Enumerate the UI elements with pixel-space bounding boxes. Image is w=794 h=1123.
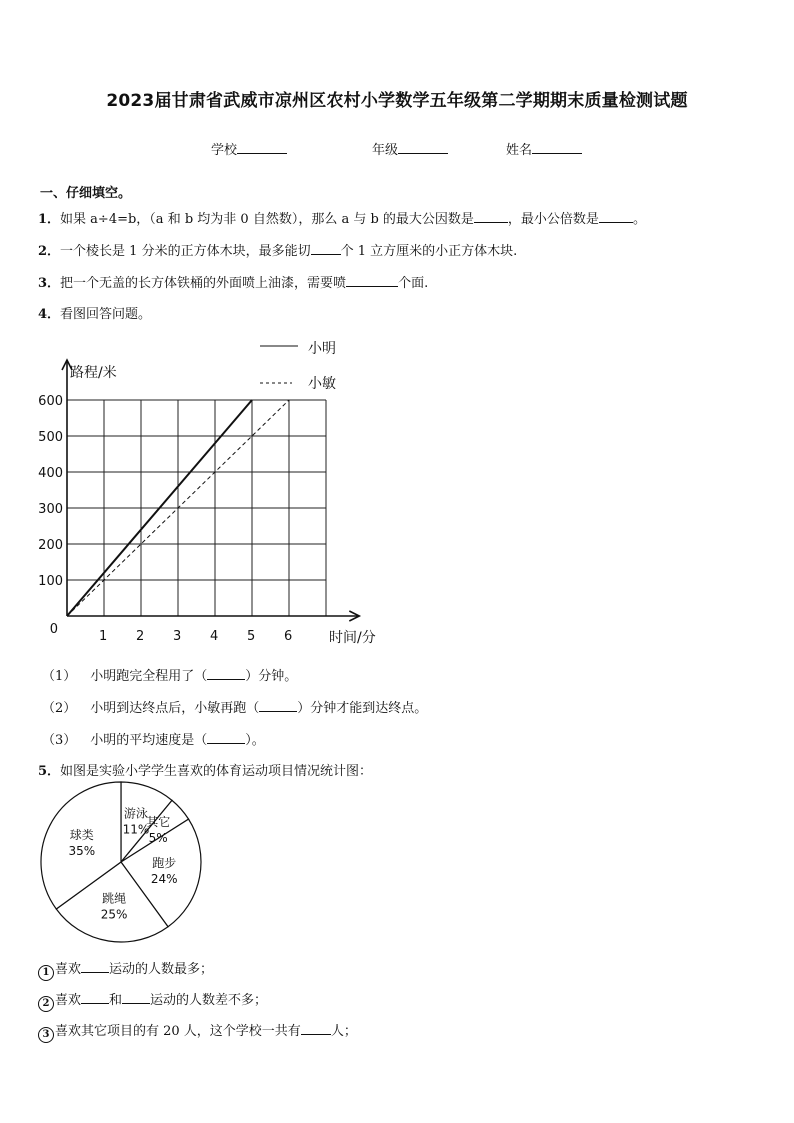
chart-legend	[260, 341, 336, 392]
q5-1-answer[interactable]	[81, 958, 109, 973]
legend-label: 小敏	[308, 376, 336, 392]
pie-label: 其它	[146, 815, 171, 830]
q4-3-answer[interactable]	[207, 729, 245, 744]
y-tick-label: 600	[38, 394, 63, 409]
question-5-3: 3 喜欢其它项目的有 20 人，这个学校一共有 人；	[38, 1020, 357, 1043]
question-4-3: （3） 小明的平均速度是（ ）。	[42, 729, 265, 748]
y-tick-label: 100	[38, 574, 63, 589]
pie-label: 跳绳	[102, 891, 127, 906]
q5-2-answer-b[interactable]	[122, 989, 150, 1004]
q1-answer-gcd[interactable]	[474, 208, 508, 223]
question-5: 5．如图是实验小学学生喜欢的体育运动项目情况统计图：	[38, 764, 373, 779]
q4-2-answer[interactable]	[259, 697, 297, 712]
pie-value-label: 5%	[148, 831, 168, 846]
section-heading: 一、仔细填空。	[40, 186, 132, 201]
grade-label: 年级	[372, 143, 399, 158]
y-tick-label: 200	[38, 538, 63, 553]
question-2: 2．一个棱长是 1 分米的正方体木块，最多能切 个 1 立方厘米的小正方体木块.	[38, 240, 517, 259]
question-5-1: 1 喜欢 运动的人数最多；	[38, 958, 213, 981]
origin-label: 0	[49, 622, 58, 637]
pie-value-label: 25%	[100, 907, 128, 922]
school-field[interactable]	[211, 139, 287, 158]
line-chart	[30, 330, 410, 650]
x-tick-label: 1	[99, 629, 108, 644]
q5-2-answer-a[interactable]	[81, 989, 109, 1004]
pie-value-label: 35%	[68, 844, 96, 859]
chart-axes	[62, 360, 359, 621]
question-3: 3．把一个无盖的长方体铁桶的外面喷上油漆，需要喷 个面.	[38, 272, 428, 291]
question-4-1: （1） 小明跑完全程用了（ ）分钟。	[42, 665, 297, 684]
x-axis-label: 时间/分	[329, 630, 376, 646]
page-title: 2023届甘肃省武威市凉州区农村小学数学五年级第二学期期末质量检测试题	[106, 91, 688, 111]
school-label: 学校	[211, 143, 238, 158]
x-tick-label: 3	[173, 629, 182, 644]
x-tick-label: 4	[210, 629, 219, 644]
x-tick-label: 2	[136, 629, 145, 644]
q1-answer-lcm[interactable]	[599, 208, 633, 223]
question-4-2: （2） 小明到达终点后，小敏再跑（ ）分钟才能到达终点。	[42, 697, 427, 716]
question-1: 1．如果 a÷4=b，（a 和 b 均为非 0 自然数），那么 a 与 b 的最大公因数是 ，最小公倍数是 。	[38, 208, 646, 227]
question-5-2: 2 喜欢 和 运动的人数差不多；	[38, 989, 267, 1012]
legend-label: 小明	[308, 341, 336, 357]
y-tick-label: 500	[38, 430, 63, 445]
y-tick-label: 400	[38, 466, 63, 481]
x-tick-label: 5	[247, 629, 256, 644]
name-field[interactable]	[506, 139, 582, 158]
y-tick-label: 300	[38, 502, 63, 517]
pie-value-label: 24%	[150, 872, 178, 887]
name-label: 姓名	[506, 143, 533, 158]
chart-labels	[38, 364, 376, 646]
pie-value-label: 11%	[122, 822, 150, 837]
q5-3-answer[interactable]	[301, 1020, 331, 1035]
q2-answer[interactable]	[311, 240, 341, 255]
x-tick-label: 6	[284, 629, 293, 644]
chart-grid	[67, 400, 326, 616]
pie-label: 跑步	[152, 856, 177, 871]
pie-chart	[36, 780, 211, 950]
grade-field[interactable]	[372, 139, 448, 158]
y-axis-label: 路程/米	[70, 365, 117, 381]
question-4: 4．看图回答问题。	[38, 307, 152, 322]
pie-label: 游泳	[123, 806, 148, 821]
q4-1-answer[interactable]	[207, 665, 245, 680]
pie-label: 球类	[69, 828, 94, 843]
q3-answer[interactable]	[346, 272, 398, 287]
